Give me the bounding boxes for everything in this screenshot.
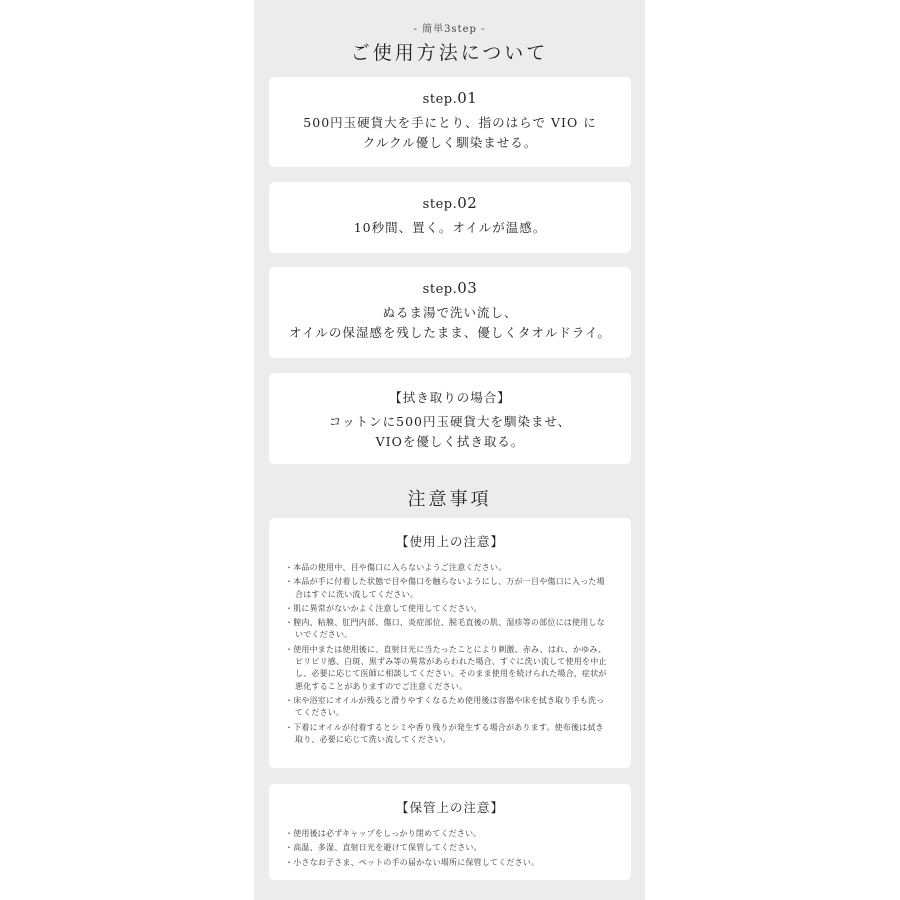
usage-heading: ご使用方法について xyxy=(350,42,549,64)
list-item: ・使用中または使用後に、直射日光に当たったことにより刺激、赤み、はれ、かゆみ、ピリピリ感、白斑、黒ずみ等の異常があらわれた場合、すぐに洗い流して使用を中止し、必要に応じて医師に相談してください。そのまま使用を続けられた場合、症状が悪化することがありますのでご注意ください。 xyxy=(285,644,607,691)
step-card-2 xyxy=(269,182,631,253)
step-card-3 xyxy=(269,267,631,358)
content-panel xyxy=(254,0,645,900)
step-text: ぬるま湯で洗い流し、 オイルの保湿感を残したまま、優しくタオルドライ。 xyxy=(289,305,611,340)
step-title: step.03 xyxy=(422,279,478,297)
step-text: 10秒間、置く。オイルが温感。 xyxy=(353,220,547,235)
storage-caution-title: 【保管上の注意】 xyxy=(395,800,504,815)
step-title: step.02 xyxy=(422,194,478,212)
usage-caution-card xyxy=(269,518,631,768)
list-item: ・膣内、粘膜、肛門内部、傷口、炎症部位、脱毛直後の肌、湿疹等の部位には使用しないでください。 xyxy=(285,618,605,640)
storage-caution-list xyxy=(269,828,631,869)
list-item: ・小さなお子さま、ペットの手の届かない場所に保管してください。 xyxy=(285,857,540,867)
wipe-card xyxy=(269,373,631,464)
list-item: ・本品が手に付着した状態で目や傷口を触らないようにし、万が一目や傷口に入った場合はすぐに洗い流してください。 xyxy=(285,577,605,599)
wipe-text: コットンに500円玉硬貨大を馴染ませ、 VIOを優しく拭き取る。 xyxy=(328,414,572,449)
eyebrow-label: - 簡単3step - xyxy=(413,24,486,35)
usage-caution-list xyxy=(269,562,631,746)
storage-caution-card xyxy=(269,784,631,880)
list-item: ・下着にオイルが付着するとシミや香り残りが発生する場合があります。使布後は拭き取り、必要に応じて洗い流してください。 xyxy=(285,722,604,744)
list-item: ・使用後は必ずキャップをしっかり閉めてください。 xyxy=(285,829,482,838)
list-item: ・床や浴室にオイルが残ると滑りやすくなるため使用後は容器や床を拭き取り手も洗ってください。 xyxy=(285,695,605,718)
step-text: 500円玉硬貨大を手にとり、指のはらで VIO に クルクル優しく馴染ませる。 xyxy=(303,115,597,150)
list-item: ・肌に異常がないかよく注意して使用してください。 xyxy=(285,603,482,613)
list-item: ・本品の使用中、目や傷口に入らないようご注意ください。 xyxy=(285,563,507,572)
caution-heading: 注意事項 xyxy=(407,489,492,510)
usage-caution-title: 【使用上の注意】 xyxy=(395,534,504,549)
step-title: step.01 xyxy=(422,89,478,107)
step-card-1 xyxy=(269,77,631,167)
wipe-title: 【拭き取りの場合】 xyxy=(389,390,511,405)
list-item: ・高温、多湿、直射日光を避けて保管してください。 xyxy=(285,843,482,853)
